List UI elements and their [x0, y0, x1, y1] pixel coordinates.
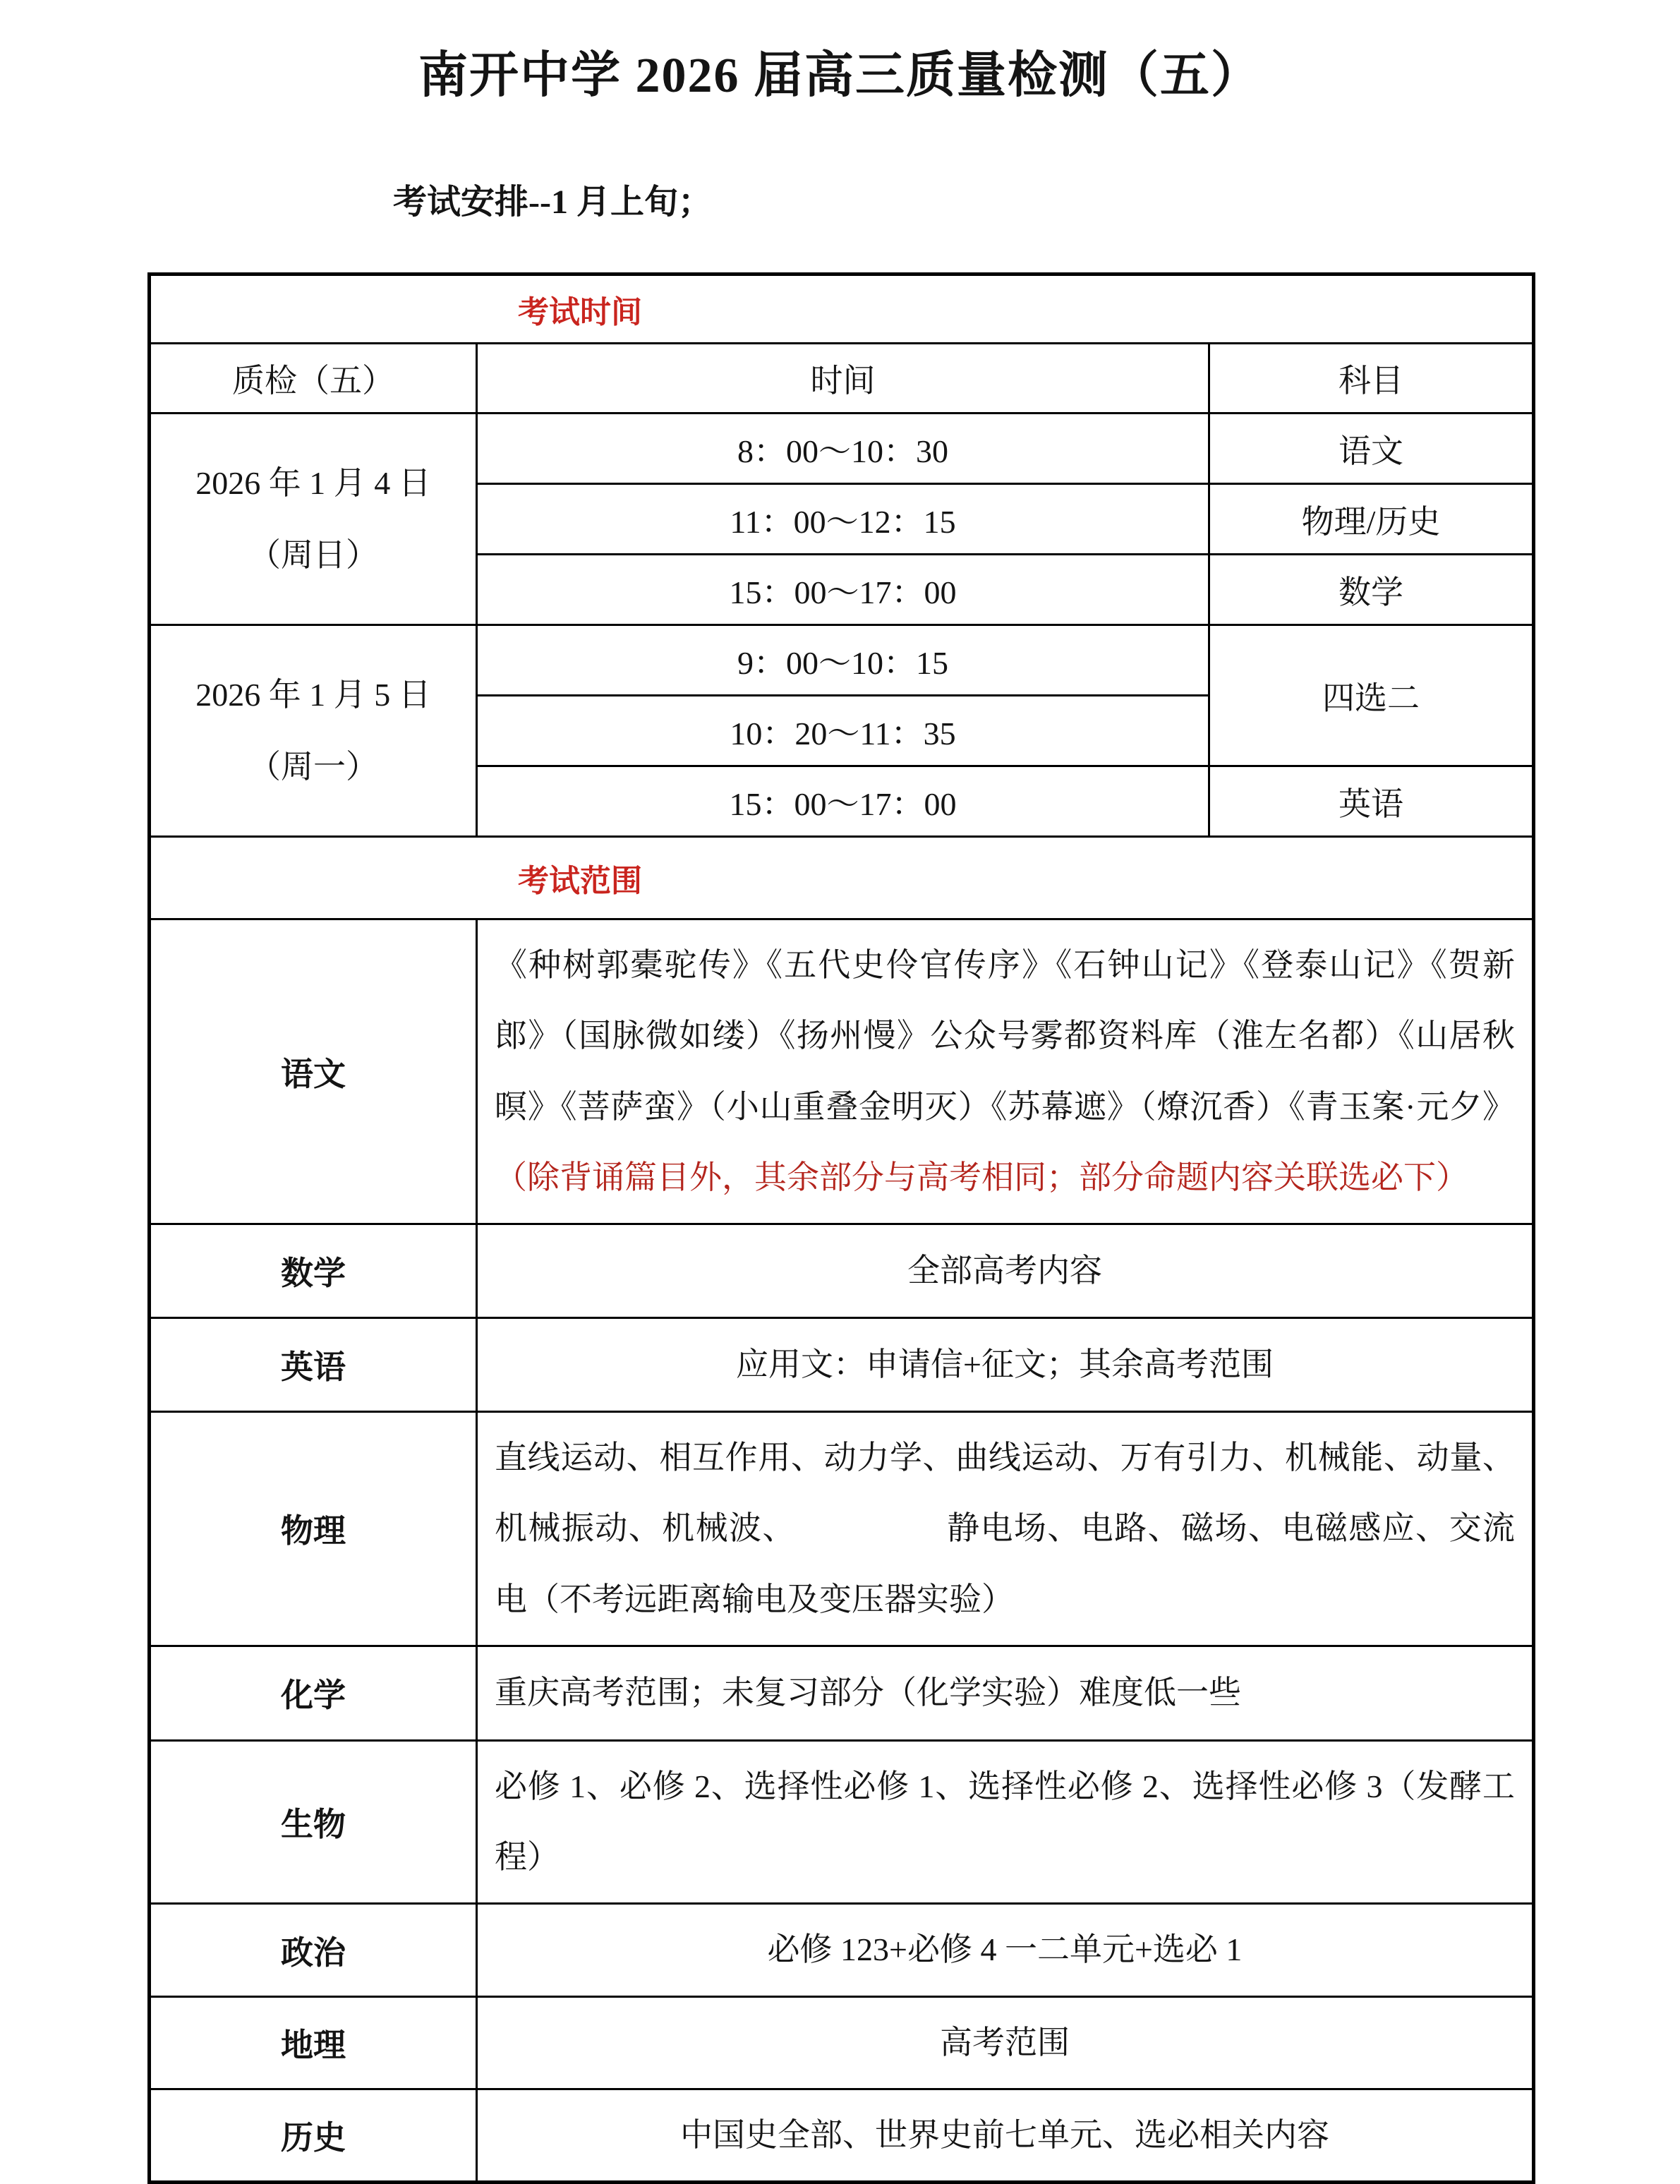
scope-subject: 政治	[150, 1904, 477, 1996]
scope-row-math	[150, 1224, 1534, 1318]
scope-content: 必修 123+必修 4 一二单元+选必 1	[477, 1904, 1534, 1996]
session-time: 8：00～10：30	[477, 414, 1209, 484]
scope-row-english	[150, 1318, 1534, 1412]
session-time: 15：00～17：00	[477, 766, 1209, 837]
session-time: 11：00～12：15	[477, 484, 1209, 555]
exam-table	[147, 272, 1535, 2184]
date-text: 2026 年 1 月 5 日	[195, 677, 431, 713]
exam-time-section-row	[150, 274, 1534, 344]
weekday-text: （周一）	[248, 748, 378, 785]
scope-content	[477, 919, 1534, 1224]
scope-subject: 生物	[150, 1740, 477, 1904]
scope-subject: 历史	[150, 2089, 477, 2182]
scope-content: 重庆高考范围；未复习部分（化学实验）难度低一些	[477, 1646, 1534, 1740]
scope-row-biology	[150, 1740, 1534, 1904]
scope-row-chinese	[150, 919, 1534, 1224]
scope-row-politics	[150, 1904, 1534, 1996]
page-subtitle: 考试安排--1 月上旬；	[393, 183, 712, 221]
scope-content: 应用文：申请信+征文；其余高考范围	[477, 1318, 1534, 1412]
scope-content: 中国史全部、世界史前七单元、选必相关内容	[477, 2089, 1534, 2182]
exam-time-section-header: 考试时间	[150, 274, 1534, 344]
session-row-day1-1	[150, 414, 1534, 484]
exam-scope-section-header: 考试范围	[150, 837, 1534, 919]
scope-text-black: 《种树郭橐驼传》《五代史伶官传序》《石钟山记》《登泰山记》《贺新郎》（国脉微如缕）《扬州慢》公众号雾都资料库（淮左名都）《山居秋暝》《菩萨蛮》（小山重叠金明灭）《苏幕遮》（燎沉香）《青玉案·元夕》	[495, 947, 1515, 1125]
date-text: 2026 年 1 月 4 日	[195, 465, 431, 502]
scope-content: 高考范围	[477, 1996, 1534, 2089]
session-row-day2-1	[150, 625, 1534, 696]
scope-subject: 语文	[150, 919, 477, 1224]
session-time: 15：00～17：00	[477, 555, 1209, 625]
scope-row-geography	[150, 1996, 1534, 2089]
scope-row-chemistry	[150, 1646, 1534, 1740]
session-subject: 语文	[1209, 414, 1534, 484]
scope-subject: 数学	[150, 1224, 477, 1318]
scope-subject: 地理	[150, 1996, 477, 2089]
col-header-time: 时间	[477, 344, 1209, 414]
scope-subject: 英语	[150, 1318, 477, 1412]
schedule-header-row	[150, 344, 1534, 414]
date-cell-day1	[150, 414, 477, 625]
session-subject: 英语	[1209, 766, 1534, 837]
scope-content: 直线运动、相互作用、动力学、曲线运动、万有引力、机械能、动量、机械振动、机械波、 静电场、电路、磁场、电磁感应、交流电（不考远距离输电及变压器实验）	[477, 1412, 1534, 1646]
session-time: 9：00～10：15	[477, 625, 1209, 696]
date-cell-day2	[150, 625, 477, 837]
session-subject: 物理/历史	[1209, 484, 1534, 555]
scope-content: 全部高考内容	[477, 1224, 1534, 1318]
exam-scope-section-row	[150, 837, 1534, 919]
page-title: 南开中学 2026 届高三质量检测（五）	[418, 49, 1262, 103]
col-header-subject: 科目	[1209, 344, 1534, 414]
session-subject-merged: 四选二	[1209, 625, 1534, 766]
session-subject: 数学	[1209, 555, 1534, 625]
scope-row-history	[150, 2089, 1534, 2182]
scope-row-physics	[150, 1412, 1534, 1646]
scope-text-red: （除背诵篇目外，其余部分与高考相同；部分命题内容关联选必下）	[495, 1159, 1468, 1195]
col-header-exam-name: 质检（五）	[150, 344, 477, 414]
scope-content: 必修 1、必修 2、选择性必修 1、选择性必修 2、选择性必修 3（发酵工程）	[477, 1740, 1534, 1904]
scope-subject: 化学	[150, 1646, 477, 1740]
weekday-text: （周日）	[248, 536, 378, 573]
session-time: 10：20～11：35	[477, 696, 1209, 766]
scope-subject: 物理	[150, 1412, 477, 1646]
